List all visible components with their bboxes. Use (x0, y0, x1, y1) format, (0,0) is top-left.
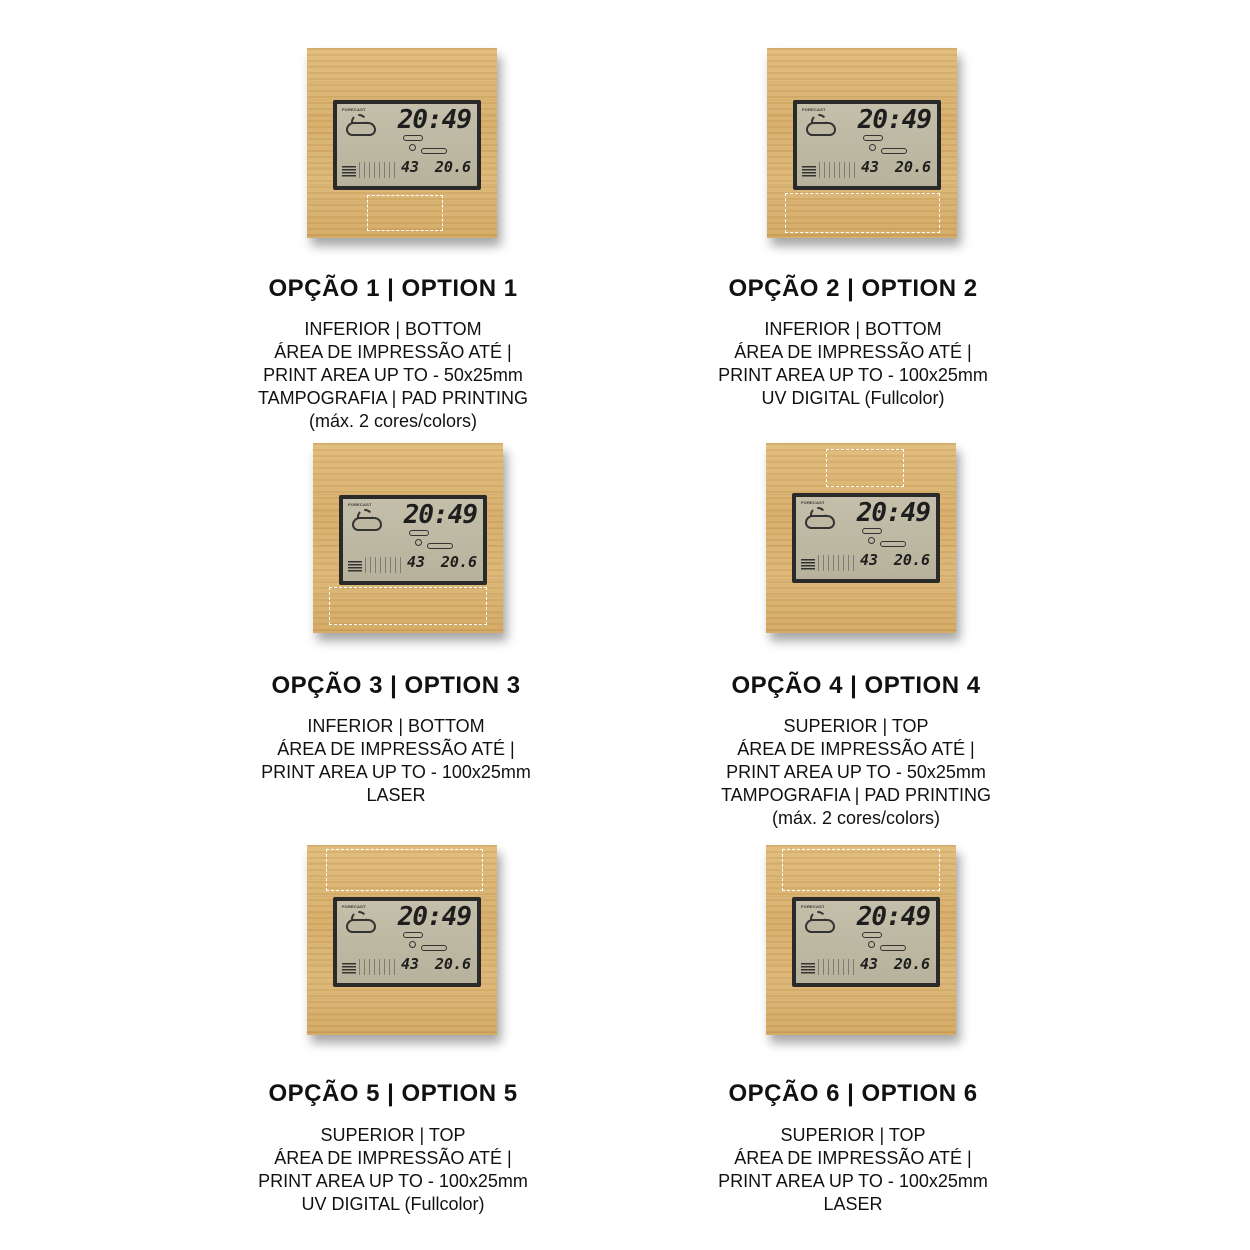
print-area-line-pt: ÁREA DE IMPRESSÃO ATÉ | (734, 1148, 972, 1168)
lcd-time: 20:49 (397, 105, 471, 135)
option-title: OPÇÃO 6 | OPTION 6 (728, 1080, 978, 1107)
option-description (621, 715, 1091, 830)
weather-station-image (767, 48, 957, 238)
print-area-outline (367, 195, 443, 231)
print-area-line-pt: ÁREA DE IMPRESSÃO ATÉ | (734, 342, 972, 362)
print-area-line-en: PRINT AREA UP TO - 100x25mm (718, 1171, 988, 1191)
tick-indicator (365, 557, 403, 573)
lcd-time: 20:49 (397, 902, 471, 932)
print-area-line-en: PRINT AREA UP TO - 50x25mm (726, 762, 986, 782)
lcd-humidity: 43 (401, 158, 420, 176)
lcd-time: 20:49 (856, 902, 930, 932)
print-area-line-en: PRINT AREA UP TO - 100x25mm (718, 365, 988, 385)
option-title: OPÇÃO 1 | OPTION 1 (268, 275, 518, 302)
tick-indicator (359, 162, 397, 178)
lcd-temperature: 20.6 (894, 158, 931, 176)
moon-icon (409, 941, 416, 948)
tick-indicator (818, 555, 856, 571)
weather-station-image (307, 845, 497, 1035)
technique-line: LASER (823, 1194, 883, 1214)
lcd-pill (403, 135, 423, 141)
position-line: SUPERIOR | TOP (783, 716, 929, 736)
lcd-pill (403, 932, 423, 938)
bar-indicator (802, 166, 816, 178)
print-area-outline (326, 849, 483, 891)
lcd-display (339, 495, 487, 585)
lcd-display (792, 493, 940, 583)
lcd-time: 20:49 (403, 500, 477, 530)
colors-line: (máx. 2 cores/colors) (308, 411, 478, 431)
forecast-label: FORECAST (348, 502, 372, 507)
print-area-outline (826, 449, 904, 487)
lcd-pill (862, 528, 882, 534)
option-title: OPÇÃO 3 | OPTION 3 (271, 672, 521, 699)
position-line: INFERIOR | BOTTOM (764, 319, 942, 339)
cloud-icon (352, 517, 382, 531)
lcd-humidity: 43 (860, 955, 879, 973)
technique-line: TAMPOGRAFIA | PAD PRINTING (257, 388, 529, 408)
lcd-humidity: 43 (861, 158, 880, 176)
lcd-pill (863, 135, 883, 141)
lcd-time: 20:49 (857, 105, 931, 135)
lcd-temperature: 20.6 (893, 551, 930, 569)
position-line: INFERIOR | BOTTOM (304, 319, 482, 339)
cloud-icon (805, 919, 835, 933)
option-description (161, 715, 631, 807)
lcd-display (793, 100, 941, 190)
tick-indicator (818, 959, 856, 975)
weather-station-image (313, 443, 503, 633)
cloud-icon (806, 122, 836, 136)
technique-line: UV DIGITAL (Fullcolor) (761, 388, 945, 408)
print-area-line-pt: ÁREA DE IMPRESSÃO ATÉ | (737, 739, 975, 759)
lcd-temperature: 20.6 (434, 955, 471, 973)
technique-line: LASER (366, 785, 426, 805)
option-description (158, 1124, 628, 1216)
forecast-label: FORECAST (801, 904, 825, 909)
lcd-display (792, 897, 940, 987)
weather-station-image (766, 845, 956, 1035)
option-description (618, 1124, 1088, 1216)
option-description (618, 318, 1088, 410)
lcd-display (333, 100, 481, 190)
lcd-temperature: 20.6 (434, 158, 471, 176)
position-line: SUPERIOR | TOP (780, 1125, 926, 1145)
lcd-display (333, 897, 481, 987)
lcd-pill (427, 543, 453, 549)
forecast-label: FORECAST (342, 107, 366, 112)
print-area-outline (329, 587, 487, 625)
bar-indicator (801, 559, 815, 571)
print-area-line-pt: ÁREA DE IMPRESSÃO ATÉ | (274, 342, 512, 362)
print-area-outline (782, 849, 940, 891)
colors-line: (máx. 2 cores/colors) (771, 808, 941, 828)
bar-indicator (801, 963, 815, 975)
option-title: OPÇÃO 4 | OPTION 4 (731, 672, 981, 699)
option-title: OPÇÃO 5 | OPTION 5 (268, 1080, 518, 1107)
moon-icon (868, 941, 875, 948)
moon-icon (869, 144, 876, 151)
forecast-label: FORECAST (801, 500, 825, 505)
weather-station-image (766, 443, 956, 633)
position-line: SUPERIOR | TOP (320, 1125, 466, 1145)
print-area-line-pt: ÁREA DE IMPRESSÃO ATÉ | (277, 739, 515, 759)
print-area-line-en: PRINT AREA UP TO - 100x25mm (258, 1171, 528, 1191)
tick-indicator (359, 959, 397, 975)
technique-line: TAMPOGRAFIA | PAD PRINTING (720, 785, 992, 805)
lcd-pill (409, 530, 429, 536)
lcd-temperature: 20.6 (893, 955, 930, 973)
moon-icon (415, 539, 422, 546)
lcd-humidity: 43 (860, 551, 879, 569)
lcd-temperature: 20.6 (440, 553, 477, 571)
lcd-pill (881, 148, 907, 154)
print-area-line-en: PRINT AREA UP TO - 100x25mm (261, 762, 531, 782)
option-title: OPÇÃO 2 | OPTION 2 (728, 275, 978, 302)
moon-icon (868, 537, 875, 544)
weather-station-image (307, 48, 497, 238)
lcd-pill (880, 541, 906, 547)
print-area-line-pt: ÁREA DE IMPRESSÃO ATÉ | (274, 1148, 512, 1168)
bar-indicator (342, 166, 356, 178)
lcd-pill (421, 148, 447, 154)
lcd-time: 20:49 (856, 498, 930, 528)
position-line: INFERIOR | BOTTOM (307, 716, 485, 736)
lcd-pill (880, 945, 906, 951)
bar-indicator (348, 561, 362, 573)
print-area-outline (785, 193, 940, 233)
lcd-humidity: 43 (401, 955, 420, 973)
forecast-label: FORECAST (802, 107, 826, 112)
tick-indicator (819, 162, 857, 178)
forecast-label: FORECAST (342, 904, 366, 909)
moon-icon (409, 144, 416, 151)
print-area-line-en: PRINT AREA UP TO - 50x25mm (263, 365, 523, 385)
cloud-icon (346, 122, 376, 136)
cloud-icon (346, 919, 376, 933)
technique-line: UV DIGITAL (Fullcolor) (301, 1194, 485, 1214)
lcd-pill (862, 932, 882, 938)
bar-indicator (342, 963, 356, 975)
cloud-icon (805, 515, 835, 529)
lcd-humidity: 43 (407, 553, 426, 571)
option-description (158, 318, 628, 433)
lcd-pill (421, 945, 447, 951)
